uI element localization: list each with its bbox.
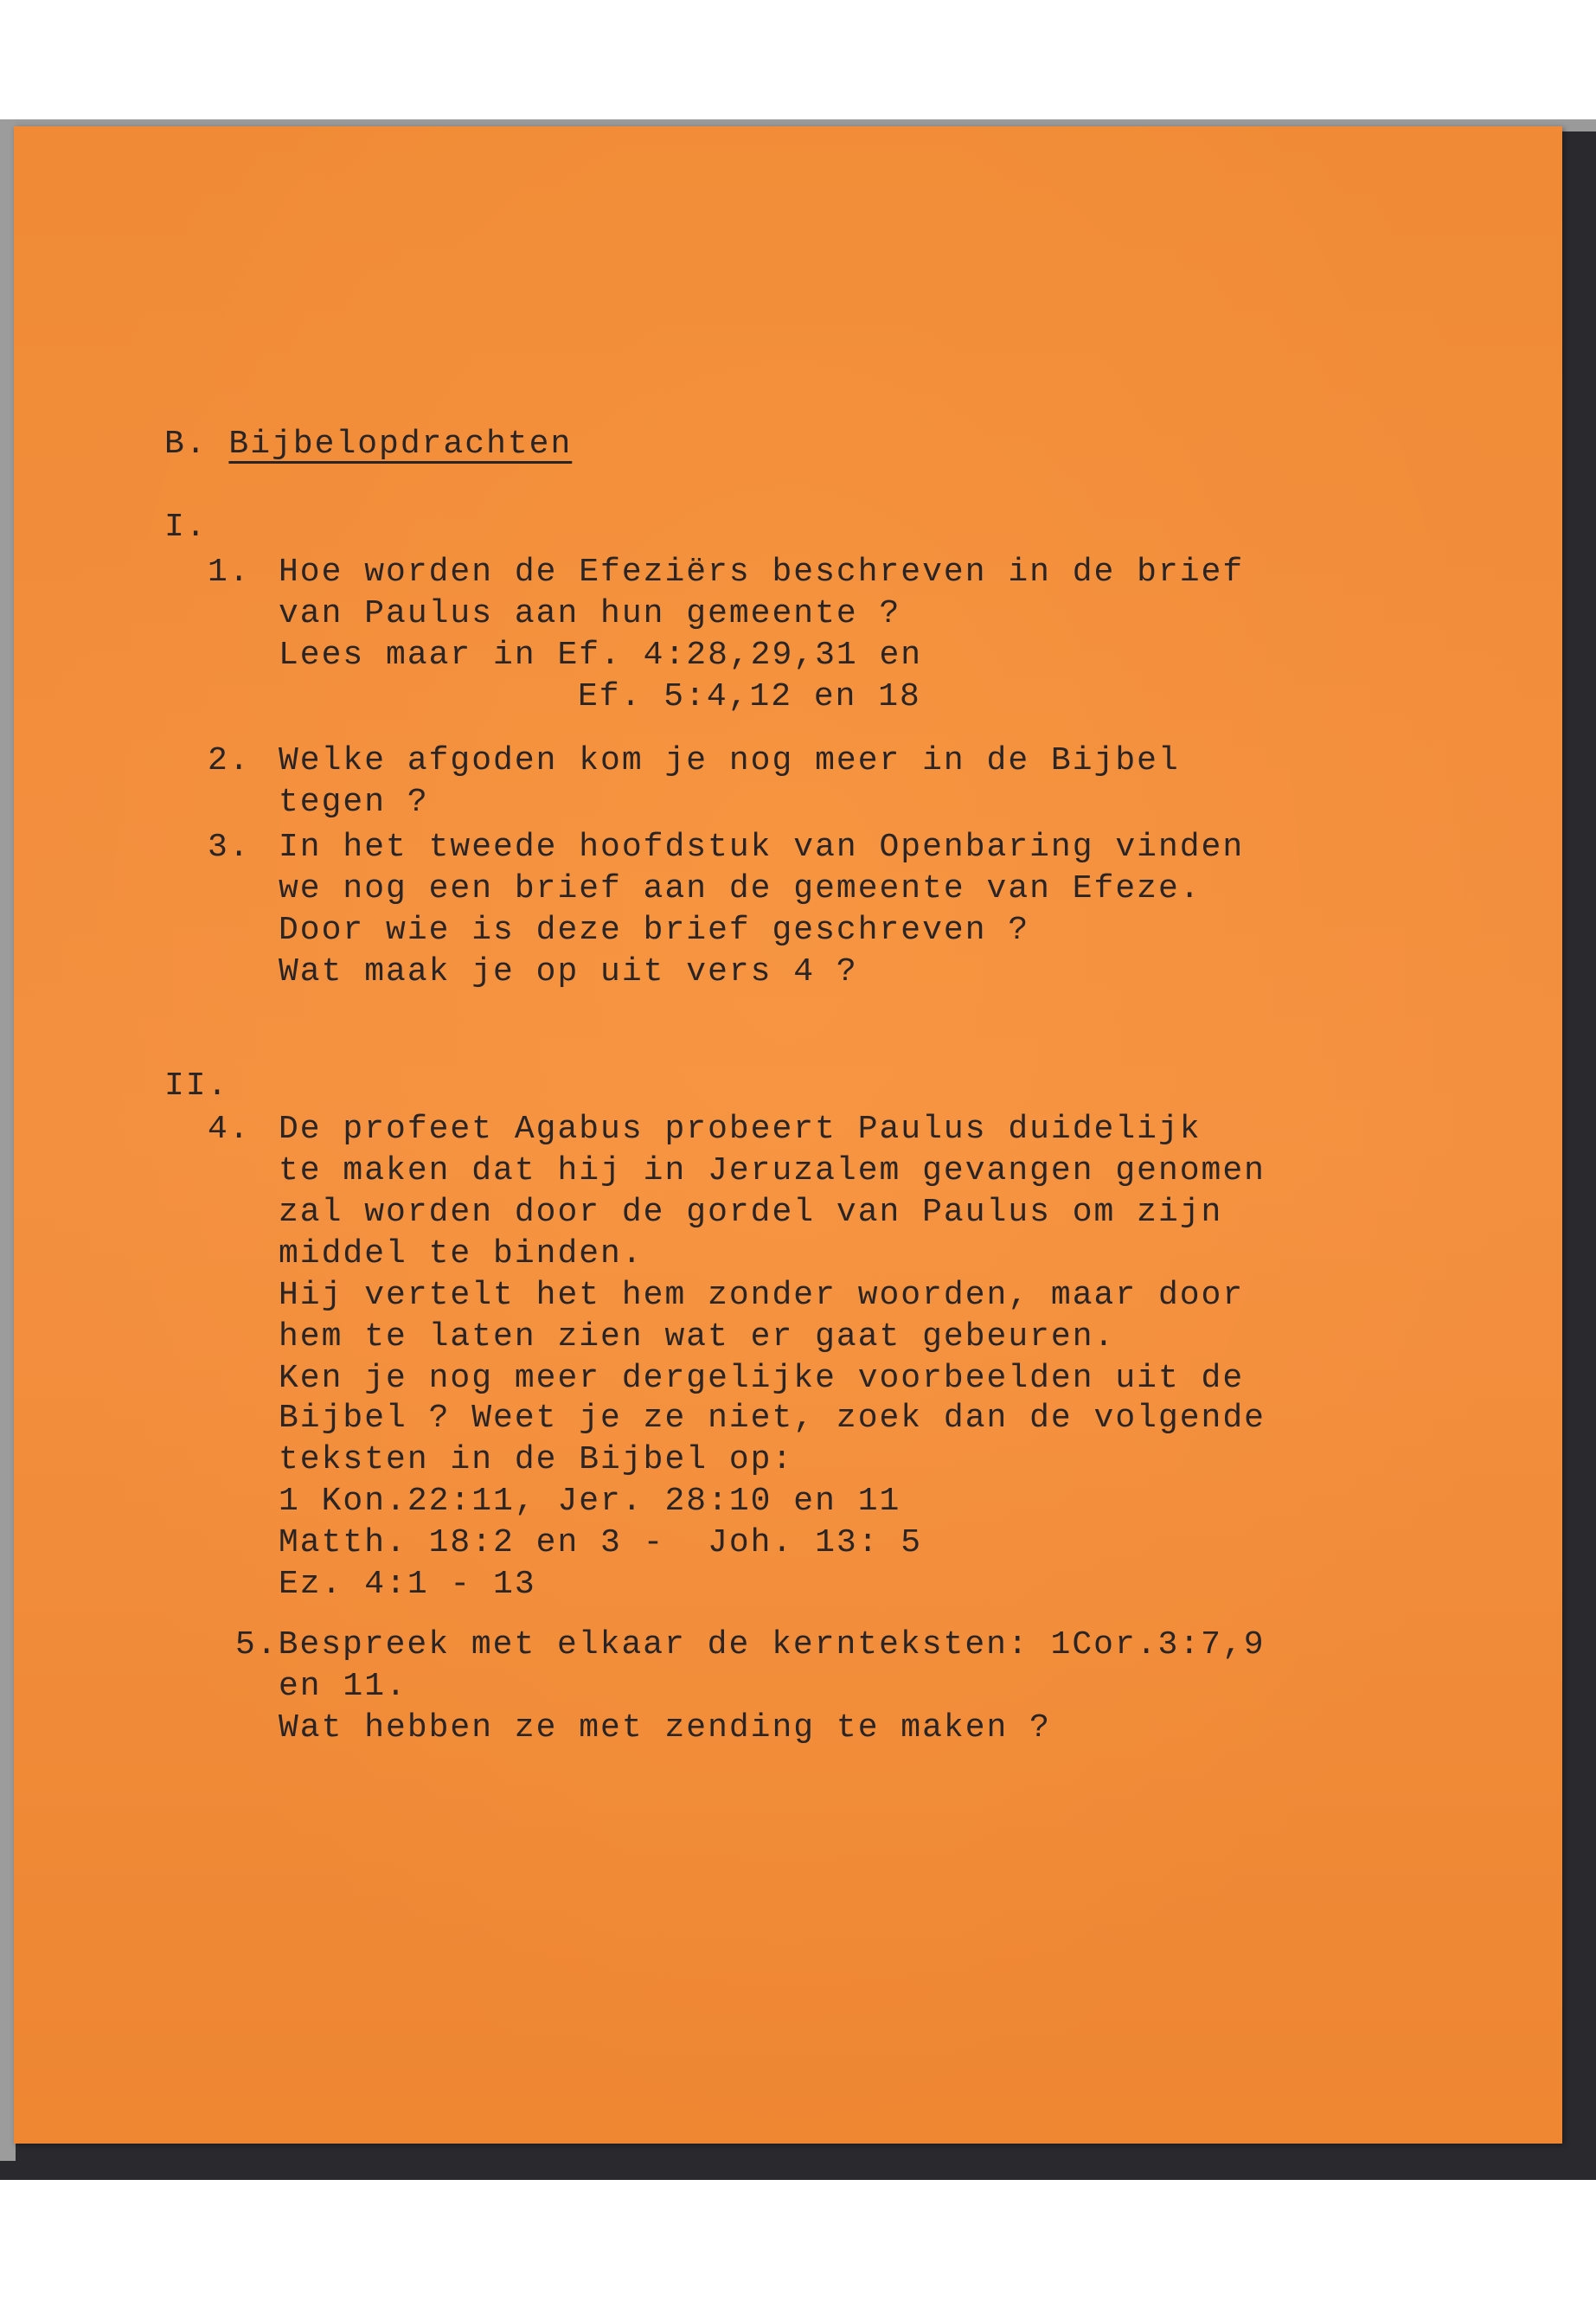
heading-title: Bijbelopdrachten <box>228 426 573 463</box>
question-4-line-11: Matth. 18:2 en 3 - Joh. 13: 5 <box>279 1524 923 1561</box>
question-2-line-2: tegen ? <box>279 784 429 821</box>
question-3-line-1: In het tweede hoofdstuk van Openbaring vinden <box>279 829 1245 866</box>
question-5-line-1: 5.Bespreek met elkaar de kernteksten: 1Cor.3:7,9 <box>235 1626 1266 1663</box>
question-4-line-4: middel te binden. <box>279 1235 644 1272</box>
heading-prefix: B. <box>164 426 208 463</box>
question-4-line-8: Bijbel ? Weet je ze niet, zoek dan de volgende <box>279 1400 1266 1437</box>
question-4-line-10: 1 Kon.22:11, Jer. 28:10 en 11 <box>279 1483 901 1520</box>
question-4-number: 4. <box>208 1111 251 1148</box>
question-1-line-4: Ef. 5:4,12 en 18 <box>578 678 921 715</box>
question-4-line-7: Ken je nog meer dergelijke voorbeelden uit de <box>279 1360 1245 1397</box>
question-3-line-2: we nog een brief aan de gemeente van Efeze. <box>279 870 1202 907</box>
question-4-line-9: teksten in de Bijbel op: <box>279 1441 794 1478</box>
question-4-line-3: zal worden door de gordel van Paulus om zijn <box>279 1194 1223 1231</box>
question-3-line-3: Door wie is deze brief geschreven ? <box>279 912 1030 949</box>
question-1-number: 1. <box>208 554 251 591</box>
section-heading <box>164 424 572 465</box>
question-4-line-1: De profeet Agabus probeert Paulus duidelijk <box>279 1111 1202 1148</box>
question-3-line-4: Wat maak je op uit vers 4 ? <box>279 953 858 990</box>
question-4-line-5: Hij vertelt het hem zonder woorden, maar door <box>279 1277 1245 1314</box>
section-2-numeral: II. <box>164 1067 229 1105</box>
question-2-line-1: Welke afgoden kom je nog meer in de Bijbel <box>279 742 1180 779</box>
question-1-line-2: van Paulus aan hun gemeente ? <box>279 595 901 632</box>
question-1-line-3: Lees maar in Ef. 4:28,29,31 en <box>279 637 923 674</box>
section-1-numeral: I. <box>164 509 208 546</box>
question-2-number: 2. <box>208 742 251 779</box>
question-4-line-6: hem te laten zien wat er gaat gebeuren. <box>279 1318 1116 1356</box>
question-1-line-1: Hoe worden de Efeziërs beschreven in de brief <box>279 554 1245 591</box>
question-3-number: 3. <box>208 829 251 866</box>
question-5-line-2: en 11. <box>279 1668 407 1705</box>
question-4-line-2: te maken dat hij in Jeruzalem gevangen genomen <box>279 1152 1266 1189</box>
question-4-line-12: Ez. 4:1 - 13 <box>279 1566 536 1603</box>
question-5-line-3: Wat hebben ze met zending te maken ? <box>279 1709 1051 1747</box>
